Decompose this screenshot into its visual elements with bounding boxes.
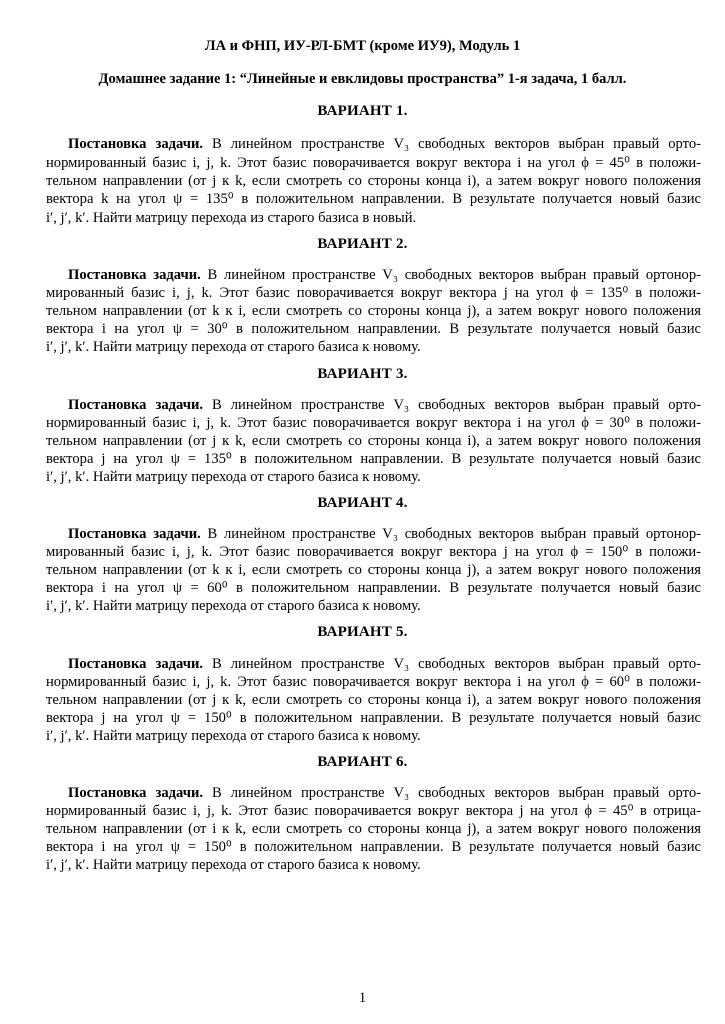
variant-heading: ВАРИАНТ 4. [317, 495, 408, 511]
variant-heading: ВАРИАНТ 2. [317, 236, 408, 252]
problem-line: мированный базис i, j, k. Этот базис поворачивается вокруг вектора j на угол ϕ = 135⁰ в положи- [46, 285, 701, 301]
problem-line: нормированный базис i, j, k. Этот базис поворачивается вокруг вектора j на угол ϕ = 45⁰ в отрица- [46, 803, 701, 819]
problem-line: i′, j′, k′. Найти матрицу перехода из старого базиса в новый. [46, 210, 417, 226]
variant-heading: ВАРИАНТ 1. [317, 103, 408, 119]
problem-line: i′, j′, k′. Найти матрицу перехода от старого базиса к новому. [46, 598, 421, 614]
problem-label: Постановка задачи. [68, 267, 201, 283]
problem-label: Постановка задачи. [68, 785, 204, 801]
problem-line: Постановка задачи. В линейном пространстве V₃ свободных векторов выбран правый орто- [68, 656, 701, 672]
problem-line: i′, j′, k′. Найти матрицу перехода от старого базиса к новому. [46, 339, 421, 355]
problem-label: Постановка задачи. [68, 397, 204, 413]
variant-heading: ВАРИАНТ 6. [317, 754, 408, 770]
problem-line: i′, j′, k′. Найти матрицу перехода от старого базиса к новому. [46, 728, 421, 744]
page-number: 1 [358, 990, 367, 1006]
problem-line: Постановка задачи. В линейном пространстве V₃ свободных векторов выбран правый орто- [68, 397, 701, 413]
problem-line: i′, j′, k′. Найти матрицу перехода от старого базиса к новому. [46, 469, 421, 485]
problem-line: нормированный базис i, j, k. Этот базис поворачивается вокруг вектора i на угол ϕ = 30⁰ в положи- [46, 415, 701, 431]
problem-line: i′, j′, k′. Найти матрицу перехода от старого базиса к новому. [46, 857, 421, 873]
problem-line: нормированный базис i, j, k. Этот базис поворачивается вокруг вектора i на угол ϕ = 60⁰ в положи- [46, 674, 701, 690]
problem-line: тельном направлении (от j к k, если смотреть со стороны конца i), а затем вокруг нового положения [46, 433, 701, 449]
problem-line: вектора j на угол ψ = 150⁰ в положительном направлении. В результате получается новый базис [46, 710, 701, 726]
problem-line: вектора j на угол ψ = 135⁰ в положительном направлении. В результате получается новый базис [46, 451, 701, 467]
problem-line: тельном направлении (от k к i, если смотреть со стороны конца j), а затем вокруг нового положения [46, 303, 701, 319]
problem-line: нормированный базис i, j, k. Этот базис поворачивается вокруг вектора i на угол ϕ = 45⁰ в положи- [46, 155, 701, 171]
problem-line: Постановка задачи. В линейном пространстве V₃ свободных векторов выбран правый ортонор- [68, 526, 702, 542]
problem-label: Постановка задачи. [68, 656, 204, 672]
problem-line: тельном направлении (от k к i, если смотреть со стороны конца j), а затем вокруг нового положения [46, 562, 701, 578]
problem-line: мированный базис i, j, k. Этот базис поворачивается вокруг вектора j на угол ϕ = 150⁰ в положи- [46, 544, 701, 560]
problem-line: тельном направлении (от j к k, если смотреть со стороны конца i), а затем вокруг нового положения [46, 173, 701, 189]
problem-line: Постановка задачи. В линейном пространстве V₃ свободных векторов выбран правый орто- [68, 136, 701, 152]
variant-heading: ВАРИАНТ 3. [317, 366, 408, 382]
problem-line: вектора i на угол ψ = 60⁰ в положительном направлении. В результате получается новый базис [46, 580, 701, 596]
problem-label: Постановка задачи. [68, 526, 201, 542]
problem-line: Постановка задачи. В линейном пространстве V₃ свободных векторов выбран правый ортонор- [68, 267, 702, 283]
variant-heading: ВАРИАНТ 5. [317, 624, 408, 640]
problem-line: тельном направлении (от j к k, если смотреть со стороны конца i), а затем вокруг нового положения [46, 692, 701, 708]
document-title: ЛА и ФНП, ИУ-РЛ-БМТ (кроме ИУ9), Модуль 1 [204, 38, 521, 54]
problem-line: вектора k на угол ψ = 135⁰ в положительном направлении. В результате получается новый базис [46, 191, 701, 207]
problem-label: Постановка задачи. [68, 136, 204, 152]
problem-line: Постановка задачи. В линейном пространстве V₃ свободных векторов выбран правый орто- [68, 785, 701, 801]
document-subtitle: Домашнее задание 1: “Линейные и евклидовы пространства” 1-я задача, 1 балл. [98, 71, 627, 87]
problem-line: вектора i на угол ψ = 30⁰ в положительном направлении. В результате получается новый базис [46, 321, 701, 337]
problem-line: вектора i на угол ψ = 150⁰ в положительном направлении. В результате получается новый базис [46, 839, 701, 855]
problem-line: тельном направлении (от i к k, если смотреть со стороны конца j), а затем вокруг нового положения [46, 821, 701, 837]
